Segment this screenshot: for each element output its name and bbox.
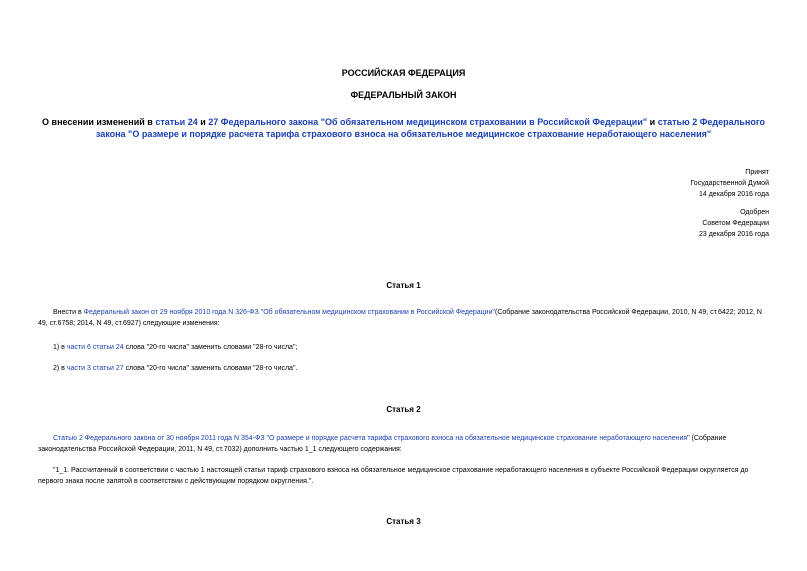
title-text-2: и	[197, 117, 209, 127]
item-2-post: слова "20-го числа" заменить словами "28-го числа".	[123, 365, 298, 372]
law-title	[40, 116, 767, 140]
part-3-article-27-link[interactable]: части 3 статьи 27	[66, 365, 124, 372]
law-354-article-2-link[interactable]: Статью 2 Федерального закона от 30 ноября 2011 года N 354-ФЗ "О размере и порядке расчета тарифа страхового взноса на обязательное медицинское страхование неработающего населения"	[53, 435, 690, 442]
article-1-intro-post: (Собрание законодательства Российской Федерации, 2010, N 49, ст.6422; 2012, N 49, ст.6758; 2014, N 49, ст.6927) следующие изменения:	[38, 309, 762, 327]
article-2-quote: "1_1. Рассчитанный в соответствии с частью 1 настоящей статьи тариф страхового взноса на обязательное медицинское страхование неработающего населения в субъекте Российской Федерации округляется до первого знака после запятой в соответствии с действующим порядком округления.".	[38, 467, 749, 485]
article-3-heading: Статья 3	[386, 517, 421, 526]
country-heading: РОССИЙСКАЯ ФЕДЕРАЦИЯ	[341, 68, 466, 78]
law-326-link[interactable]: Федеральный закон от 29 ноября 2010 года N 326-ФЗ "Об обязательном медицинском страховании в Российской Федерации"	[83, 309, 495, 316]
approved-label: Одобрен	[740, 209, 769, 216]
article-1-intro	[38, 307, 769, 329]
article-2-intro	[38, 433, 769, 455]
part-6-article-24-link[interactable]: части 6 статьи 24	[66, 344, 124, 351]
duma-date: 14 декабря 2016 года	[698, 191, 769, 198]
article-2-heading: Статья 2	[386, 405, 421, 414]
item-1-pre: 1) в	[53, 344, 67, 351]
council-date: 23 декабря 2016 года	[698, 231, 769, 238]
council-label: Советом Федерации	[702, 220, 769, 227]
article-1-item-1	[38, 342, 769, 353]
article-1-heading: Статья 1	[386, 281, 421, 290]
law-type-heading: ФЕДЕРАЛЬНЫЙ ЗАКОН	[350, 90, 457, 100]
accepted-label: Принят	[745, 169, 769, 176]
article-1-intro-pre: Внести в	[53, 309, 84, 316]
article-1-item-2	[38, 363, 769, 374]
adoption-duma	[690, 167, 769, 200]
title-link-law-354[interactable]: статью 2 Федерального закона "О размере и порядке расчета тарифа страхового взноса на обязательное медицинское страхование неработающего населения"	[95, 117, 765, 139]
title-text-3: и	[647, 117, 658, 127]
item-2-pre: 2) в	[53, 365, 67, 372]
title-link-article-24[interactable]: статьи 24	[155, 117, 198, 127]
article-2-intro-post: (Собрание законодательства Российской Федерации, 2011, N 49, ст.7032) дополнить частью 1_1 следующего содержания:	[38, 435, 727, 453]
adoption-council	[699, 207, 769, 240]
item-1-post: слова "20-го числа" заменить словами "28-го числа";	[123, 344, 298, 351]
title-link-law-326[interactable]: 27 Федерального закона "Об обязательном медицинском страховании в Российской Федерации"	[208, 117, 648, 127]
title-text-1: О внесении изменений в	[42, 117, 156, 127]
duma-label: Государственной Думой	[690, 180, 769, 187]
